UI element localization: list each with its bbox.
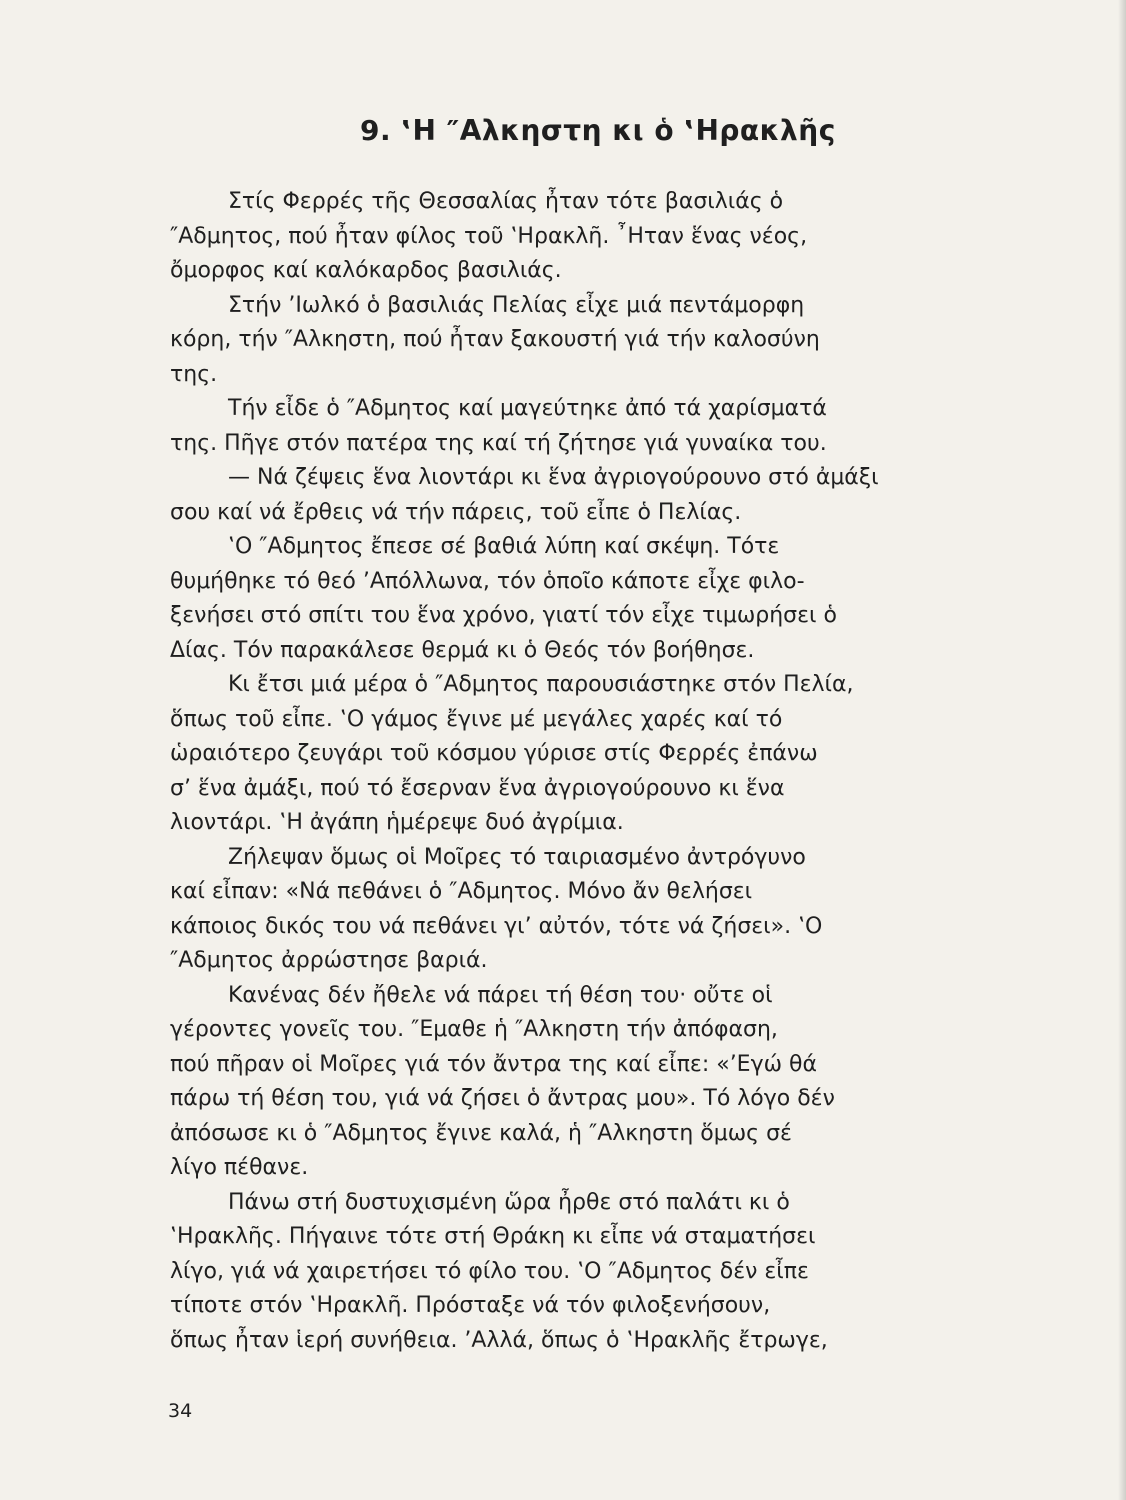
text-line: Δίας. Τόν παρακάλεσε θερμά κι ὁ Θεός τόν βοήθησε.	[170, 637, 755, 663]
text-line: Πάνω στή δυστυχισμένη ὥρα ἦρθε στό παλάτι κι ὁ	[228, 1189, 790, 1215]
text-line: ‛Ηρακλῆς. Πήγαινε τότε στή Θράκη κι εἶπε νά σταματήσει	[170, 1224, 816, 1249]
text-line: Ζήλεψαν ὅμως οἱ Μοῖρες τό ταιριασμένο ἀντρόγυνο	[228, 844, 806, 870]
text-line: τίποτε στόν ‛Ηρακλῆ. Πρόσταξε νά τόν φιλοξενήσουν,	[170, 1293, 771, 1318]
text-line: σου καί νά ἔρθεις νά τήν πάρεις, τοῦ εἶπε ὁ Πελίας.	[170, 499, 742, 525]
text-line: ὅπως ἦταν ἱερή συνήθεια. ’Αλλά, ὅπως ὁ ‛Ηρακλῆς ἔτρωγε,	[170, 1327, 828, 1353]
text-line: ὅπως τοῦ εἶπε. ‛Ο γάμος ἔγινε μέ μεγάλες χαρές καί τό	[170, 706, 783, 732]
page-number: 34	[168, 1400, 193, 1422]
text-line: κάποιος δικός του νά πεθάνει γι’ αὐτόν, τότε νά ζήσει». ‛Ο	[170, 913, 823, 939]
text-line: σ’ ἕνα ἀμάξι, πού τό ἔσερναν ἕνα ἀγριογούρουνο κι ἕνα	[170, 775, 785, 801]
text-line: ″Αδμητος ἀρρώστησε βαριά.	[170, 948, 488, 973]
text-line: ξενήσει στό σπίτι του ἕνα χρόνο, γιατί τόν εἶχε τιμωρήσει ὁ	[170, 603, 837, 628]
text-line: Κι ἔτσι μιά μέρα ὁ ″Αδμητος παρουσιάστηκε στόν Πελία,	[228, 672, 854, 697]
body-text	[170, 185, 1020, 1358]
text-line: λιοντάρι. ‛Η ἀγάπη ἡμέρεψε δυό ἀγρίμια.	[170, 810, 624, 835]
text-line: λίγο πέθανε.	[170, 1155, 309, 1180]
text-line: γέροντες γονεῖς του. ″Εμαθε ἡ ″Αλκηστη τήν ἀπόφαση,	[170, 1017, 778, 1042]
text-line: Κανένας δέν ἤθελε νά πάρει τή θέση του· οὔτε οἱ	[228, 982, 773, 1008]
text-line: ἀπόσωσε κι ὁ ″Αδμητος ἔγινε καλά, ἡ ″Αλκηστη ὅμως σέ	[170, 1120, 792, 1146]
text-line: ″Αδμητος, πού ἦταν φίλος τοῦ ‛Ηρακλῆ. ῏Ηταν ἕνας νέος,	[170, 223, 808, 249]
text-line: πού πῆραν οἱ Μοῖρες γιά τόν ἄντρα της καί εἶπε: «’Εγώ θά	[170, 1051, 817, 1077]
text-line: — Νά ζέψεις ἕνα λιοντάρι κι ἕνα ἀγριογούρουνο στό ἀμάξι	[228, 465, 879, 490]
text-line: θυμήθηκε τό θεό ’Απόλλωνα, τόν ὁποῖο κάποτε εἶχε φιλο-	[170, 568, 805, 594]
text-line: ὄμορφος καί καλόκαρδος βασιλιάς.	[170, 258, 562, 283]
text-line: κόρη, τήν ″Αλκηστη, πού ἦταν ξακουστή γιά τήν καλοσύνη	[170, 327, 820, 352]
text-line: ὡραιότερο ζευγάρι τοῦ κόσμου γύρισε στίς Φερρές ἐπάνω	[170, 741, 818, 766]
text-line: Στίς Φερρές τῆς Θεσσαλίας ἦταν τότε βασιλιάς ὁ	[228, 189, 784, 214]
text-line: της. Πῆγε στόν πατέρα της καί τή ζήτησε γιά γυναίκα του.	[170, 430, 827, 456]
text-line: Τήν εἶδε ὁ ″Αδμητος καί μαγεύτηκε ἀπό τά χαρίσματά	[228, 396, 827, 421]
text-line: πάρω τή θέση του, γιά νά ζήσει ὁ ἄντρας μου». Τό λόγο δέν	[170, 1086, 835, 1111]
text-line: ‛Ο ″Αδμητος ἔπεσε σέ βαθιά λύπη καί σκέψη. Τότε	[228, 534, 780, 559]
text-line: καί εἶπαν: «Νά πεθάνει ὁ ″Αδμητος. Μόνο ἄν θελήσει	[170, 879, 753, 904]
text-line: της.	[170, 361, 218, 387]
page-edge-shadow	[1118, 0, 1126, 1500]
text-line: Στήν ’Ιωλκό ὁ βασιλιάς Πελίας εἶχε μιά πεντάμορφη	[228, 292, 805, 318]
chapter-title: 9. ‛Η ″Αλκηστη κι ὁ ‛Ηρακλῆς	[360, 114, 836, 147]
text-line: λίγο, γιά νά χαιρετήσει τό φίλο του. ‛Ο ″Αδμητος δέν εἶπε	[170, 1258, 809, 1284]
